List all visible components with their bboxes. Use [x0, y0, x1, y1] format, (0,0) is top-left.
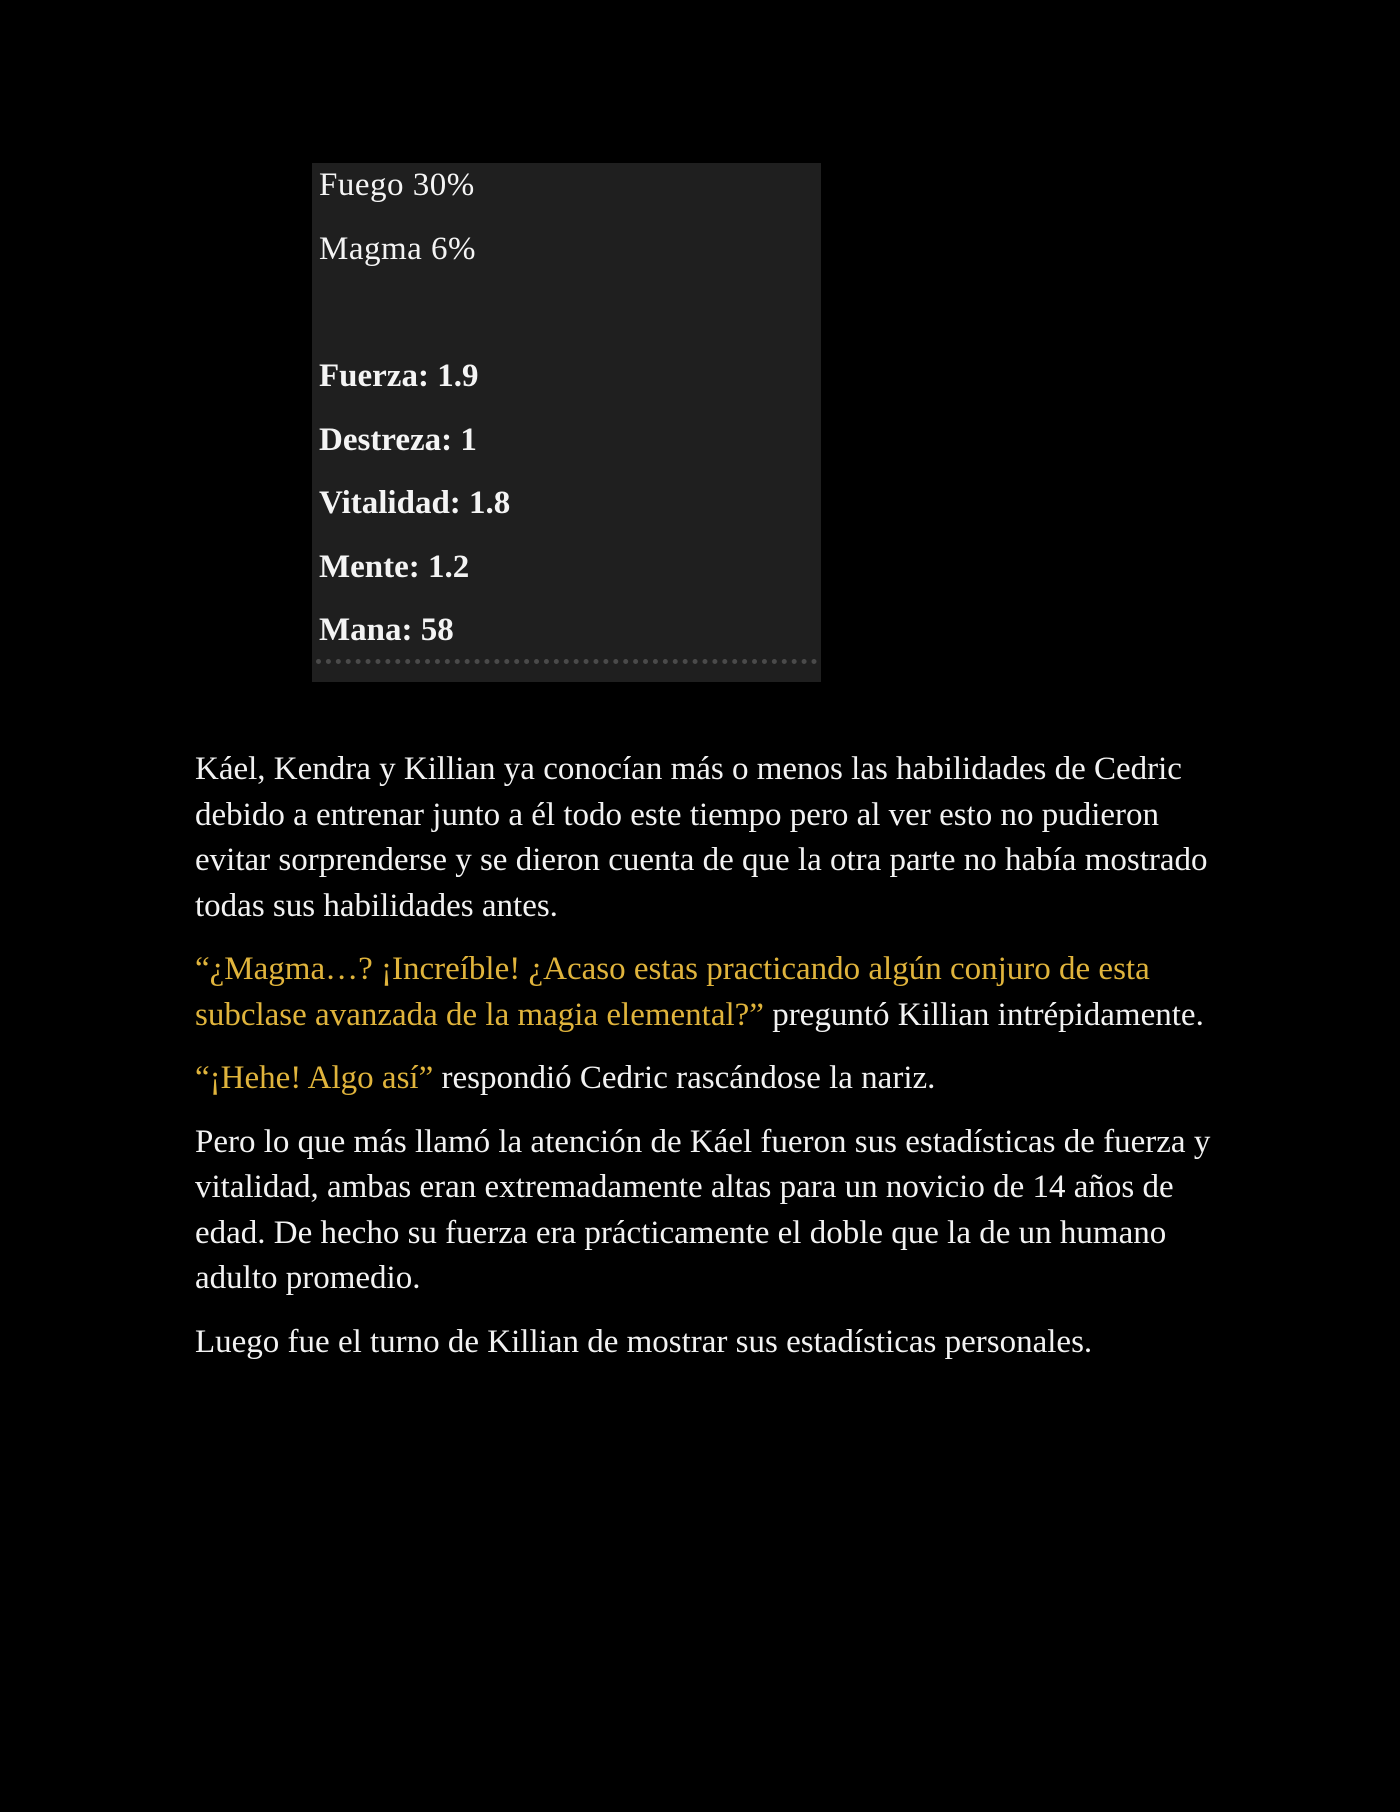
- stat-mana: Mana: 58: [319, 612, 454, 648]
- dotted-divider: [316, 659, 817, 664]
- stat-vitalidad: Vitalidad: 1.8: [319, 485, 511, 521]
- dialog-killian: “¿Magma…? ¡Increíble! ¿Acaso estas practicando algún conjuro de esta subclase avanzada de la magia elemental?”: [195, 951, 1150, 1033]
- story-text: [195, 747, 1215, 1383]
- narration-cedric: respondió Cedric rascándose la nariz.: [433, 1060, 936, 1096]
- element-magma: Magma 6%: [319, 231, 477, 267]
- dialog-cedric: “¡Hehe! Algo así”: [195, 1060, 434, 1096]
- stat-mente: Mente: 1.2: [319, 549, 470, 585]
- stats-panel: [312, 163, 821, 682]
- paragraph-5: Luego fue el turno de Killian de mostrar sus estadísticas personales.: [195, 1323, 1093, 1360]
- element-fuego: Fuego 30%: [319, 167, 475, 203]
- paragraph-4: Pero lo que más llamó la atención de Káel fueron sus estadísticas de fuerza y vitalidad, ambas eran extremadamente altas para un novicio de 14 años de edad. De hecho su fuerza era prácticamente el doble que la de un humano adulto promedio.: [195, 1123, 1211, 1296]
- narration-killian: preguntó Killian intrépidamente.: [763, 996, 1204, 1033]
- paragraph-2: [195, 947, 1215, 1038]
- stat-fuerza: Fuerza: 1.9: [319, 358, 479, 394]
- paragraph-3: [195, 1056, 1215, 1102]
- paragraph-1: Káel, Kendra y Killian ya conocían más o menos las habilidades de Cedric debido a entrenar junto a él todo este tiempo pero al ver esto no pudieron evitar sorprenderse y se dieron cuenta de que la otra parte no había mostrado todas sus habilidades antes.: [195, 751, 1208, 924]
- stat-destreza: Destreza: 1: [319, 422, 477, 458]
